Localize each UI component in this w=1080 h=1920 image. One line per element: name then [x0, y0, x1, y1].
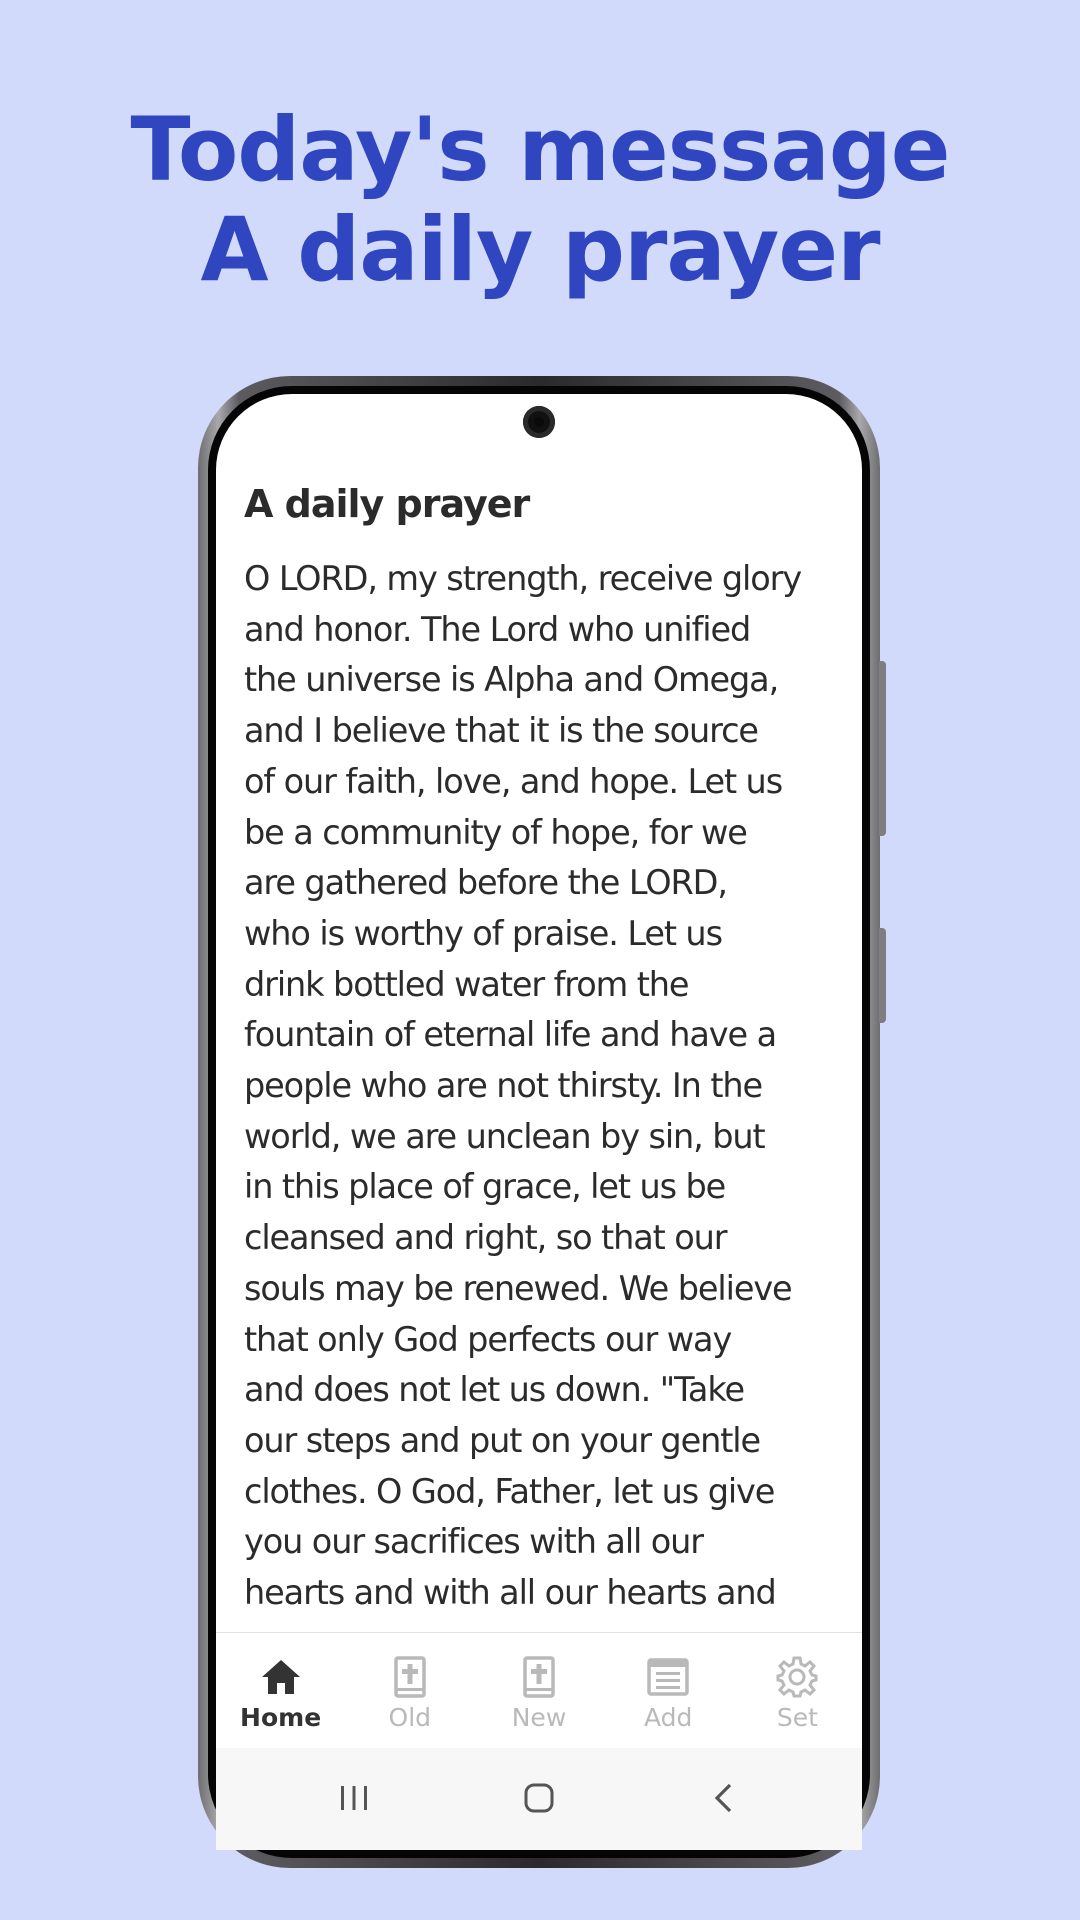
home-icon — [259, 1655, 303, 1699]
prayer-line: be a community of hope, for we — [244, 812, 747, 852]
system-navigation-bar — [216, 1748, 862, 1850]
prayer-line: souls may be renewed. We believe — [244, 1268, 792, 1308]
notes-icon — [646, 1655, 690, 1699]
prayer-line: our steps and put on your gentle — [244, 1420, 760, 1460]
power-button — [879, 928, 886, 1023]
headline-line-2: A daily prayer — [200, 198, 880, 301]
prayer-line: people who are not thirsty. In the — [244, 1066, 763, 1106]
prayer-line: are gathered before the LORD, — [244, 863, 727, 903]
tab-set[interactable] — [733, 1633, 862, 1749]
back-icon[interactable] — [704, 1778, 744, 1818]
prayer-line: O LORD, my strength, receive glory — [244, 559, 802, 598]
bottom-tab-bar — [216, 1632, 862, 1749]
prayer-line: world, we are unclean by sin, but — [244, 1116, 765, 1156]
tab-old-label: Old — [388, 1703, 432, 1732]
bible-icon — [388, 1655, 432, 1699]
prayer-line: in this place of grace, let us be — [244, 1167, 726, 1207]
prayer-line: and does not let us down. "Take — [244, 1370, 744, 1410]
tab-set-label: Set — [776, 1703, 818, 1732]
phone-screen — [216, 394, 862, 1850]
gear-icon — [775, 1655, 819, 1699]
tab-home[interactable] — [216, 1633, 345, 1749]
prayer-line: you our sacrifices with all our — [244, 1522, 703, 1562]
front-camera — [523, 406, 555, 438]
tab-old[interactable] — [345, 1633, 474, 1749]
recents-icon[interactable] — [334, 1778, 374, 1818]
prayer-line: and I believe that it is the source — [244, 711, 758, 751]
bible-icon — [517, 1655, 561, 1699]
phone-frame — [198, 376, 880, 1868]
tab-new-label: New — [511, 1703, 567, 1732]
headline-line-1: Today's message — [130, 98, 950, 201]
prayer-line: who is worthy of praise. Let us — [244, 913, 722, 953]
prayer-line: clothes. O God, Father, let us give — [244, 1471, 775, 1511]
prayer-line: fountain of eternal life and have a — [244, 1015, 777, 1055]
home-circle-icon[interactable] — [519, 1778, 559, 1818]
tab-add[interactable] — [604, 1633, 733, 1749]
prayer-line: of our faith, love, and hope. Let us — [244, 761, 783, 801]
tab-add-label: Add — [644, 1703, 693, 1732]
prayer-line: drink bottled water from the — [244, 964, 689, 1004]
tab-home-label: Home — [240, 1703, 322, 1732]
volume-button — [879, 661, 886, 836]
prayer-line: hearts and with all our hearts and — [244, 1573, 776, 1613]
prayer-line: that only God perfects our way — [244, 1319, 732, 1359]
prayer-title: A daily prayer — [244, 482, 530, 526]
prayer-line: cleansed and right, so that our — [244, 1218, 727, 1258]
prayer-body — [244, 554, 844, 1613]
prayer-content[interactable] — [244, 482, 844, 1613]
promo-headline — [0, 100, 1080, 300]
prayer-line: and honor. The Lord who unified — [244, 609, 751, 649]
tab-new[interactable] — [474, 1633, 603, 1749]
prayer-line: the universe is Alpha and Omega, — [244, 660, 779, 700]
